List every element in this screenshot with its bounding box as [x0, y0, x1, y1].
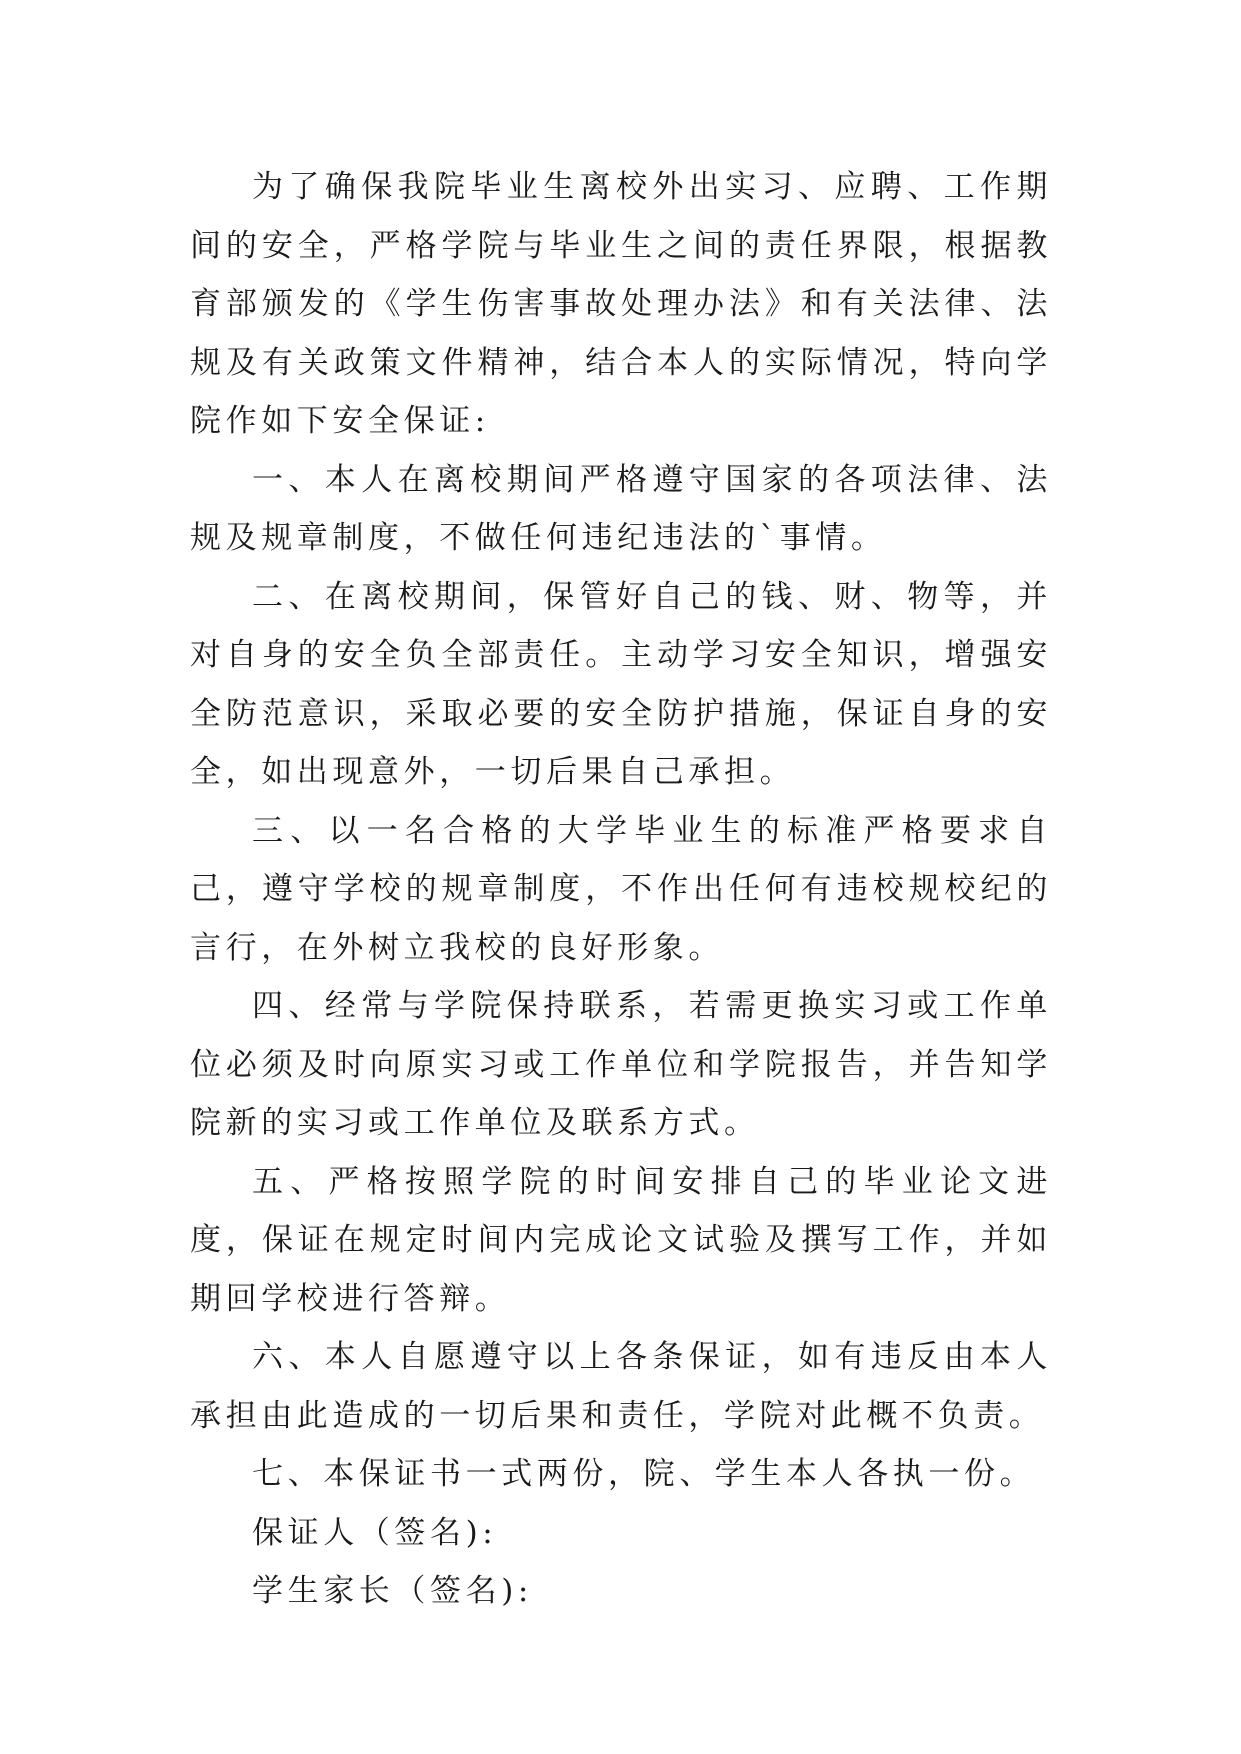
- clause-5: 五、严格按照学院的时间安排自己的毕业论文进度，保证在规定时间内完成论文试验及撰写工作，并如期回学校进行答辩。: [190, 1163, 1052, 1317]
- clause-2: 二、在离校期间，保管好自己的钱、财、物等，并对自身的安全负全部责任。主动学习安全知识，增强安全防范意识，采取必要的安全防护措施，保证自身的安全，如出现意外，一切后果自己承担。: [190, 578, 1052, 790]
- clause-3: 三、以一名合格的大学毕业生的标准严格要求自己，遵守学校的规章制度，不作出任何有违校规校纪的言行，在外树立我校的良好形象。: [190, 812, 1052, 966]
- document-page: [190, 158, 1052, 1621]
- clause-6: 六、本人自愿遵守以上各条保证，如有违反由本人承担由此造成的一切后果和责任，学院对此概不负责。: [190, 1339, 1052, 1434]
- guarantor-signature-line: 保证人（签名):: [252, 1514, 498, 1551]
- clause-4: 四、经常与学院保持联系，若需更换实习或工作单位必须及时向原实习或工作单位和学院报告，并告知学院新的实习或工作单位及联系方式。: [190, 988, 1052, 1141]
- parent-signature-line: 学生家长（签名):: [252, 1573, 533, 1609]
- clause-7: 七、本保证书一式两份，院、学生本人各执一份。: [252, 1456, 1036, 1492]
- intro-paragraph: 为了确保我院毕业生离校外出实习、应聘、工作期间的安全，严格学院与毕业生之间的责任界限，根据教育部颁发的《学生伤害事故处理办法》和有关法律、法规及有关政策文件精神，结合本人的实际情况，特向学院作如下安全保证:: [190, 169, 1052, 439]
- clause-1: 一、本人在离校期间严格遵守国家的各项法律、法规及规章制度，不做任何违纪违法的`事情。: [190, 461, 1052, 556]
